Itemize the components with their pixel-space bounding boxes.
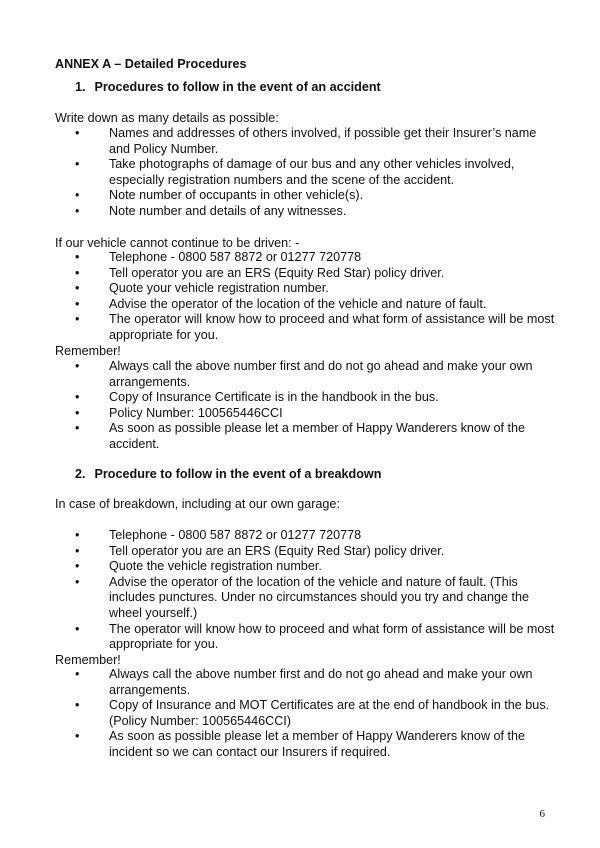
list-item: • Copy of Insurance and MOT Certificates are at the end of handbook in the bus. (Policy Number: 100565446CCI)	[55, 698, 555, 729]
list-item: • As soon as possible please let a member of Happy Wanderers know of the incident so we can contact our Insurers if required.	[55, 729, 555, 760]
section2-heading	[75, 467, 381, 483]
list-item: • Take photographs of damage of our bus and any other vehicles involved, especially registration numbers and the scene of the accident.	[55, 157, 555, 188]
section1-remember-label: Remember!	[55, 344, 121, 358]
section2-title: Procedure to follow in the event of a breakdown	[94, 467, 382, 481]
list-item: • As soon as possible please let a member of Happy Wanderers know of the accident.	[55, 421, 555, 452]
list-item: • Quote the vehicle registration number.	[55, 559, 555, 575]
list-item: • The operator will know how to proceed and what form of assistance will be most appropriate for you.	[55, 622, 555, 653]
list-item: • Telephone - 0800 587 8872 or 01277 720778	[55, 528, 555, 544]
section1-intro: Write down as many details as possible:	[55, 111, 279, 125]
list-item: • Policy Number: 100565446CCI	[55, 406, 555, 422]
list-item: • Quote your vehicle registration number.	[55, 281, 555, 297]
section1-number: 1.	[75, 80, 86, 94]
page-number: 6	[539, 808, 545, 820]
cannot-drive-list	[55, 250, 555, 344]
section1-remember-list	[55, 359, 555, 453]
list-item: • Tell operator you are an ERS (Equity Red Star) policy driver.	[55, 266, 555, 282]
cannot-drive-intro: If our vehicle cannot continue to be driven: -	[55, 236, 300, 250]
section1-heading	[75, 80, 381, 96]
list-item: • Advise the operator of the location of the vehicle and nature of fault. (This includes punctures. Under no circumstances should you try and change the wheel yourself.)	[55, 575, 555, 622]
list-item: • Names and addresses of others involved, if possible get their Insurer’s name and Policy Number.	[55, 126, 555, 157]
section2-remember-list	[55, 667, 555, 761]
section2-remember-label: Remember!	[55, 653, 121, 667]
list-item: • Always call the above number first and do not go ahead and make your own arrangements.	[55, 359, 555, 390]
accident-details-list	[55, 126, 555, 220]
list-item: • Telephone - 0800 587 8872 or 01277 720778	[55, 250, 555, 266]
list-item: • The operator will know how to proceed and what form of assistance will be most appropriate for you.	[55, 312, 555, 343]
list-item: • Note number of occupants in other vehicle(s).	[55, 188, 555, 204]
list-item: • Always call the above number first and do not go ahead and make your own arrangements.	[55, 667, 555, 698]
list-item: • Advise the operator of the location of the vehicle and nature of fault.	[55, 297, 555, 313]
list-item: • Note number and details of any witnesses.	[55, 204, 555, 220]
list-item: • Copy of Insurance Certificate is in the handbook in the bus.	[55, 390, 555, 406]
section1-title: Procedures to follow in the event of an accident	[94, 80, 381, 94]
breakdown-list	[55, 528, 555, 653]
section2-number: 2.	[75, 467, 86, 481]
list-item: • Tell operator you are an ERS (Equity Red Star) policy driver.	[55, 544, 555, 560]
section2-intro: In case of breakdown, including at our own garage:	[55, 497, 340, 511]
annex-title: ANNEX A – Detailed Procedures	[55, 57, 247, 71]
